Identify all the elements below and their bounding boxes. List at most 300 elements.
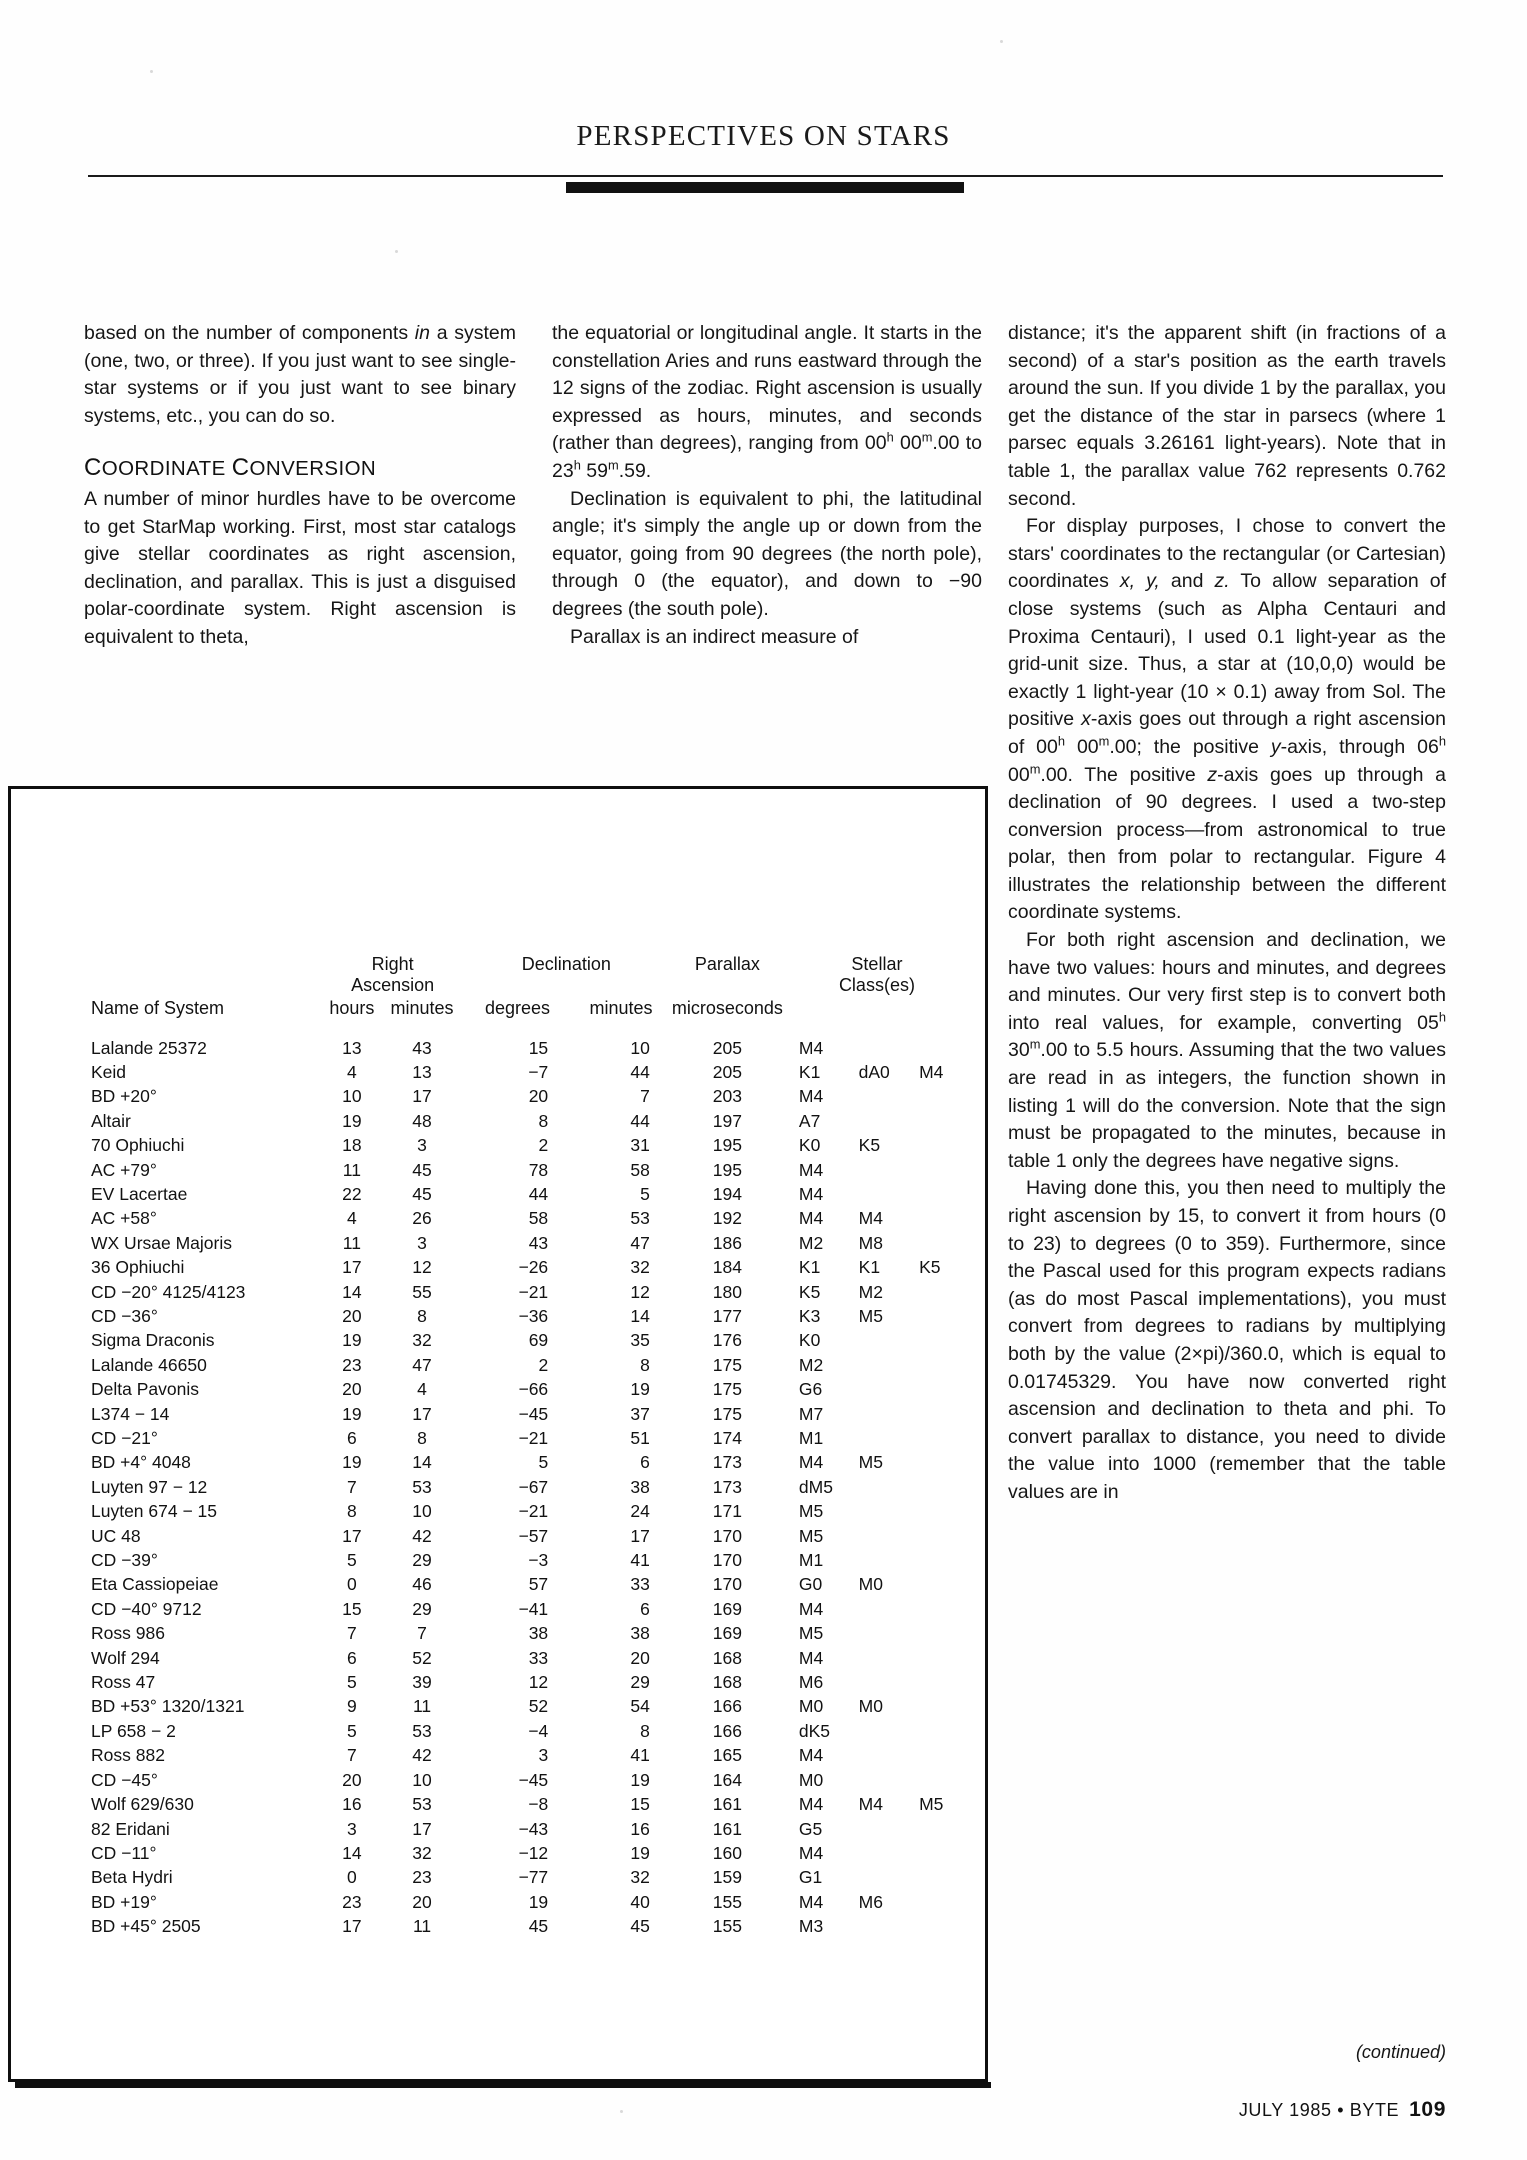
- table-row: [89, 1134, 969, 1158]
- cell-class-3: [913, 1207, 969, 1231]
- cell-class-2: [851, 1182, 913, 1206]
- cell-class-3: [913, 1695, 969, 1719]
- cell-ra-hours: 10: [342, 1086, 362, 1107]
- cell-dec-degrees: 78: [528, 1159, 549, 1180]
- table-row: [89, 1353, 969, 1377]
- cell-class-1: dK5: [798, 1720, 831, 1741]
- paragraph: Declination is equivalent to phi, the latitudinal angle; it's simply the angle up or down from the equator, going from 90 degrees (the north pole), through 0 (the equator), and down to −90 degrees (the south pole).: [552, 487, 982, 620]
- table-spacer: [89, 1021, 969, 1036]
- star-table-box: [8, 786, 988, 2082]
- cell-class-3: [913, 1915, 969, 1939]
- cell-ra-minutes: 29: [412, 1550, 432, 1571]
- cell-class-3: [913, 1182, 969, 1206]
- cell-class-1: M5: [798, 1501, 824, 1522]
- table-row: [89, 1597, 969, 1621]
- cell-ra-hours: 19: [342, 1330, 362, 1351]
- cell-ra-hours: 0: [347, 1867, 357, 1888]
- cell-dec-degrees: 69: [528, 1330, 549, 1351]
- cell-parallax: 166: [712, 1696, 742, 1717]
- cell-parallax: 170: [712, 1525, 742, 1546]
- cell-ra-minutes: 47: [412, 1354, 432, 1375]
- cell-parallax: 159: [712, 1867, 742, 1888]
- cell-class-1: G6: [798, 1379, 823, 1400]
- cell-ra-minutes: 46: [412, 1574, 432, 1595]
- cell-class-2: [851, 1744, 913, 1768]
- cell-ra-minutes: 32: [412, 1330, 432, 1351]
- header-rule: [88, 175, 1443, 177]
- cell-parallax: 171: [712, 1501, 742, 1522]
- cell-class-3: [913, 1549, 969, 1573]
- cell-class-1: G5: [798, 1818, 823, 1839]
- col-subheader-hours: hours: [329, 998, 375, 1018]
- cell-name: EV Lacertae: [91, 1183, 188, 1204]
- cell-dec-minutes: 24: [630, 1501, 650, 1522]
- cell-parallax: 197: [712, 1110, 742, 1131]
- cell-parallax: 170: [712, 1574, 742, 1595]
- cell-parallax: 195: [712, 1135, 742, 1156]
- ra-line-1: Right: [371, 954, 414, 974]
- table-body: [89, 1021, 969, 1939]
- cell-class-3: [913, 1841, 969, 1865]
- table-row: [89, 1695, 969, 1719]
- col-subheader-degrees: degrees: [484, 998, 551, 1018]
- cell-dec-degrees: −43: [518, 1818, 549, 1839]
- cell-dec-degrees: 19: [528, 1891, 549, 1912]
- cell-class-2: M4: [858, 1794, 883, 1815]
- cell-name: Luyten 97 − 12: [91, 1476, 208, 1497]
- cell-dec-degrees: −7: [528, 1061, 549, 1082]
- cell-class-2: M5: [858, 1305, 883, 1326]
- issue-label: JULY 1985 • BYTE: [1238, 2100, 1400, 2120]
- cell-class-3: [913, 1744, 969, 1768]
- cell-class-2: [851, 1671, 913, 1695]
- cell-dec-degrees: −8: [528, 1794, 549, 1815]
- cell-class-2: [851, 1524, 913, 1548]
- cell-ra-minutes: 7: [417, 1623, 427, 1644]
- cell-class-1: M0: [798, 1769, 824, 1790]
- cell-class-3: [913, 1134, 969, 1158]
- cell-name: UC 48: [91, 1525, 141, 1546]
- cell-class-2: M5: [858, 1452, 883, 1473]
- cell-class-1: M4: [798, 1794, 824, 1815]
- cell-dec-degrees: −45: [518, 1403, 549, 1424]
- speck: [395, 250, 398, 253]
- cell-dec-degrees: 2: [538, 1135, 549, 1156]
- cell-ra-minutes: 32: [412, 1842, 432, 1863]
- cell-class-3: [913, 1890, 969, 1914]
- cell-name: WX Ursae Majoris: [91, 1232, 232, 1253]
- cell-dec-minutes: 15: [630, 1794, 650, 1815]
- cell-dec-minutes: 58: [630, 1159, 650, 1180]
- cell-class-1: M2: [798, 1354, 824, 1375]
- cell-class-1: M4: [798, 1842, 824, 1863]
- cell-dec-minutes: 17: [630, 1525, 650, 1546]
- cell-dec-degrees: 52: [528, 1696, 549, 1717]
- cell-name: Altair: [91, 1110, 131, 1131]
- cell-dec-minutes: 44: [630, 1061, 650, 1082]
- cell-parallax: 166: [712, 1720, 742, 1741]
- cell-dec-minutes: 6: [640, 1452, 650, 1473]
- cell-class-2: [851, 1622, 913, 1646]
- page-footer: [1008, 2098, 1446, 2122]
- cell-class-1: M1: [798, 1428, 824, 1448]
- table-row: [89, 1329, 969, 1353]
- table-row: [89, 1427, 969, 1451]
- table-row: [89, 1549, 969, 1573]
- cell-dec-degrees: 58: [528, 1208, 549, 1229]
- cell-class-2: K1: [858, 1257, 881, 1278]
- cell-dec-degrees: 12: [528, 1672, 549, 1693]
- cell-parallax: 169: [712, 1623, 742, 1644]
- cell-name: Delta Pavonis: [91, 1379, 199, 1400]
- cell-parallax: 169: [712, 1598, 742, 1619]
- cell-ra-hours: 0: [347, 1574, 357, 1595]
- cell-class-1: K1: [798, 1257, 821, 1278]
- cell-parallax: 170: [712, 1550, 742, 1571]
- cell-dec-minutes: 5: [640, 1183, 650, 1204]
- cell-class-2: [851, 1085, 913, 1109]
- cell-dec-minutes: 19: [630, 1769, 650, 1790]
- cell-class-1: G1: [798, 1867, 823, 1888]
- cell-parallax: 168: [712, 1672, 742, 1693]
- cell-ra-hours: 23: [342, 1354, 362, 1375]
- cell-ra-hours: 18: [342, 1135, 362, 1156]
- cell-dec-minutes: 31: [630, 1135, 650, 1156]
- cell-class-2: [851, 1866, 913, 1890]
- cell-ra-hours: 20: [342, 1379, 362, 1400]
- table-row: [89, 1231, 969, 1255]
- cell-ra-hours: 17: [342, 1916, 362, 1937]
- cell-parallax: 195: [712, 1159, 742, 1180]
- cell-class-3: [913, 1085, 969, 1109]
- cell-class-2: M0: [858, 1574, 883, 1595]
- col-subheader-ra-minutes: minutes: [390, 998, 454, 1018]
- cell-parallax: 175: [712, 1403, 742, 1424]
- cell-name: Ross 882: [91, 1745, 165, 1766]
- cell-class-2: M6: [858, 1891, 883, 1912]
- cell-name: CD −21°: [91, 1428, 158, 1448]
- cell-dec-minutes: 14: [630, 1305, 650, 1326]
- cell-ra-hours: 11: [342, 1232, 361, 1253]
- cell-name: CD −36°: [91, 1305, 158, 1326]
- cell-dec-minutes: 41: [630, 1550, 650, 1571]
- cell-class-3: [913, 1866, 969, 1890]
- cell-ra-hours: 19: [342, 1452, 362, 1473]
- cell-dec-degrees: −45: [518, 1769, 549, 1790]
- table-row: [89, 1402, 969, 1426]
- cell-class-1: dM5: [798, 1476, 833, 1497]
- cell-ra-minutes: 8: [417, 1428, 427, 1448]
- cell-dec-degrees: 38: [528, 1623, 549, 1644]
- paragraph: the equatorial or longitudinal angle. It starts in the constellation Aries and runs eastward through the 12 signs of the zodiac. Right ascension is usually expressed as hours, minutes, and seconds (rather than degrees), ranging from 00$^h$ 00$^m$.00 to 23$^h$ 59$^m$.59.: [552, 322, 982, 482]
- cell-class-3: [913, 1280, 969, 1304]
- table-row: [89, 1524, 969, 1548]
- cell-dec-minutes: 16: [630, 1818, 650, 1839]
- cell-ra-hours: 7: [347, 1745, 357, 1766]
- cell-ra-hours: 11: [342, 1159, 361, 1180]
- speck: [1000, 40, 1003, 43]
- cell-class-3: [913, 1622, 969, 1646]
- cell-class-2: M2: [858, 1281, 883, 1302]
- cell-class-3: [913, 1597, 969, 1621]
- cell-parallax: 177: [712, 1305, 742, 1326]
- cell-parallax: 161: [712, 1818, 742, 1839]
- cell-class-2: K5: [858, 1135, 881, 1156]
- cell-ra-hours: 17: [342, 1525, 362, 1546]
- table-row: [89, 1622, 969, 1646]
- cell-name: 36 Ophiuchi: [91, 1257, 185, 1278]
- cell-class-1: M4: [798, 1159, 824, 1180]
- table-row: [89, 1182, 969, 1206]
- col-header-right-ascension: [323, 954, 463, 998]
- cell-name: Keid: [91, 1061, 127, 1082]
- cell-ra-hours: 5: [347, 1720, 357, 1741]
- cell-parallax: 186: [712, 1232, 742, 1253]
- cell-parallax: 173: [712, 1452, 742, 1473]
- cell-dec-degrees: −21: [518, 1281, 549, 1302]
- cell-dec-minutes: 19: [630, 1842, 650, 1863]
- paragraph: For display purposes, I chose to convert the stars' coordinates to the rectangular (or Cartesian) coordinates x, y, and z. To allow separation of close systems (such as Alpha Centauri and Proxima Centauri), I used 0.1 light-year as the grid-unit size. Thus, a star at (10,0,0) would be exactly 1 light-year (10 × 0.1) away from Sol. The positive x-axis goes out through a right ascension of 00$^h$ 00$^m$.00; the positive y-axis, through 06$^h$ 00$^m$.00. The positive z-axis goes up through a declination of 90 degrees. I used a two-step conversion process—from astronomical to true polar, then from polar to rectangular. Figure 4 illustrates the relationship between the different coordinate systems.: [1008, 515, 1447, 924]
- cell-ra-minutes: 11: [412, 1696, 432, 1717]
- column-3: [1008, 320, 1446, 1507]
- cell-parallax: 184: [712, 1257, 742, 1278]
- cell-dec-minutes: 10: [630, 1037, 650, 1058]
- running-head: PERSPECTIVES ON STARS: [576, 120, 951, 152]
- stellar-class-line-1: Stellar: [851, 954, 903, 974]
- table-row: [89, 1475, 969, 1499]
- cell-ra-minutes: 29: [412, 1598, 432, 1619]
- cell-name: BD +20°: [91, 1086, 157, 1107]
- table-header-row-group: [89, 954, 969, 998]
- cell-ra-hours: 5: [347, 1550, 357, 1571]
- cell-parallax: 160: [712, 1842, 742, 1863]
- cell-ra-minutes: 48: [412, 1110, 432, 1131]
- table-row: [89, 1207, 969, 1231]
- cell-dec-degrees: −21: [518, 1428, 549, 1448]
- cell-dec-degrees: 3: [538, 1745, 549, 1766]
- cell-dec-degrees: 33: [528, 1647, 549, 1668]
- cell-ra-hours: 19: [342, 1110, 362, 1131]
- cell-dec-minutes: 8: [640, 1720, 650, 1741]
- cell-parallax: 174: [712, 1428, 742, 1448]
- cell-ra-minutes: 13: [412, 1061, 432, 1082]
- cell-class-3: [913, 1817, 969, 1841]
- cell-class-1: K1: [798, 1061, 821, 1082]
- cell-class-2: [851, 1915, 913, 1939]
- cell-ra-minutes: 53: [412, 1794, 432, 1815]
- cell-class-3: [913, 1158, 969, 1182]
- ra-line-2: Ascension: [351, 975, 435, 995]
- table-row: [89, 1036, 969, 1060]
- cell-name: Wolf 629/630: [91, 1794, 194, 1815]
- table-row: [89, 1646, 969, 1670]
- cell-class-2: [851, 1719, 913, 1743]
- cell-class-3: [913, 1427, 969, 1451]
- cell-dec-degrees: −67: [518, 1476, 549, 1497]
- cell-class-3: [913, 1719, 969, 1743]
- cell-dec-minutes: 51: [630, 1428, 650, 1448]
- cell-ra-minutes: 4: [417, 1379, 427, 1400]
- table-row: [89, 1378, 969, 1402]
- cell-dec-minutes: 44: [630, 1110, 650, 1131]
- paragraph: Having done this, you then need to multiply the right ascension by 15, to convert it from hours (0 to 23) to degrees (0 to 359). Furthermore, since the Pascal used for this program expects radians (as do most Pascal implementations), you must convert from degrees to radians by multiplying both by the value (2×pi)/360.0, which is equal to 0.01745329. You have now converted right ascension and declination to theta and phi. To convert parallax to distance, you need to divide the value into 1000 (remember that the table values are in: [1008, 1177, 1446, 1503]
- table-row: [89, 1890, 969, 1914]
- cell-class-2: [851, 1329, 913, 1353]
- table-spacer-row: [89, 1021, 969, 1036]
- cell-ra-hours: 9: [347, 1696, 357, 1717]
- cell-class-3: [913, 1524, 969, 1548]
- cell-class-2: dA0: [858, 1061, 890, 1082]
- cell-parallax: 161: [712, 1794, 742, 1815]
- cell-dec-minutes: 54: [630, 1696, 650, 1717]
- col-header-declination: Declination: [521, 954, 611, 974]
- cell-dec-minutes: 20: [630, 1647, 650, 1668]
- speck: [150, 70, 153, 73]
- cell-ra-minutes: 43: [412, 1037, 432, 1058]
- cell-dec-degrees: 44: [528, 1183, 549, 1204]
- cell-class-2: [851, 1817, 913, 1841]
- cell-name: 82 Eridani: [91, 1818, 170, 1839]
- cell-class-3: [913, 1402, 969, 1426]
- cell-dec-minutes: 33: [630, 1574, 650, 1595]
- continued-note: (continued): [1355, 2042, 1446, 2062]
- cell-class-3: [913, 1573, 969, 1597]
- cell-ra-minutes: 42: [412, 1745, 432, 1766]
- cell-ra-hours: 20: [342, 1769, 362, 1790]
- cell-dec-degrees: 43: [528, 1232, 549, 1253]
- speck: [620, 2110, 623, 2113]
- cell-dec-minutes: 19: [630, 1379, 650, 1400]
- cell-class-3: [913, 1231, 969, 1255]
- table-row: [89, 1841, 969, 1865]
- cell-name: CD −20° 4125/4123: [91, 1281, 246, 1302]
- cell-parallax: 180: [712, 1281, 742, 1302]
- cell-ra-hours: 8: [347, 1501, 357, 1522]
- cell-class-3: [913, 1451, 969, 1475]
- cell-class-1: M4: [798, 1208, 824, 1229]
- cell-class-1: M4: [798, 1037, 824, 1058]
- paragraph: For both right ascension and declination, we have two values: hours and minutes, and degrees and minutes. Our very first step is to convert both into real values, for example, converting 05$^h$ 30$^m$.00 to 5.5 hours. Assuming that the two values are read in as integers, the function shown in listing 1 will do the conversion. Note that the sign must be propagated to the minutes, because in table 1 only the degrees have negative signs.: [1008, 929, 1446, 1172]
- table-row: [89, 1573, 969, 1597]
- paragraph: based on the number of components in a system (one, two, or three). If you just want to see single-star systems or if you just want to see binary systems, etc., you can do so.: [84, 322, 517, 427]
- cell-name: LP 658 − 2: [91, 1720, 176, 1741]
- col-subheader-dec-minutes: minutes: [589, 998, 653, 1018]
- cell-ra-minutes: 42: [412, 1525, 432, 1546]
- cell-parallax: 175: [712, 1379, 742, 1400]
- cell-ra-hours: 5: [347, 1672, 357, 1693]
- col-header-parallax: Parallax: [694, 954, 760, 974]
- cell-parallax: 173: [712, 1476, 742, 1497]
- table-row: [89, 1719, 969, 1743]
- table-row: [89, 1256, 969, 1280]
- cell-class-1: M5: [798, 1623, 824, 1644]
- cell-class-1: K5: [798, 1281, 821, 1302]
- cell-parallax: 175: [712, 1354, 742, 1375]
- cell-dec-degrees: −57: [518, 1525, 549, 1546]
- table-row: [89, 1817, 969, 1841]
- cell-class-3: [913, 1036, 969, 1060]
- cell-ra-hours: 7: [347, 1623, 357, 1644]
- cell-ra-hours: 23: [342, 1891, 362, 1912]
- table-row: [89, 1866, 969, 1890]
- cell-dec-degrees: −26: [518, 1257, 549, 1278]
- cell-class-1: M4: [798, 1745, 824, 1766]
- cell-ra-hours: 17: [342, 1257, 362, 1278]
- cell-class-3: [913, 1329, 969, 1353]
- cell-dec-degrees: 8: [538, 1110, 549, 1131]
- cell-class-2: [851, 1768, 913, 1792]
- cell-ra-minutes: 3: [417, 1232, 427, 1253]
- cell-ra-hours: 6: [347, 1428, 357, 1448]
- cell-dec-minutes: 35: [630, 1330, 650, 1351]
- cell-dec-minutes: 32: [630, 1867, 650, 1888]
- cell-ra-minutes: 20: [412, 1891, 432, 1912]
- cell-class-2: [851, 1597, 913, 1621]
- cell-dec-minutes: 7: [640, 1086, 650, 1107]
- cell-dec-minutes: 32: [630, 1257, 650, 1278]
- cell-class-1: M4: [798, 1086, 824, 1107]
- cell-ra-minutes: 53: [412, 1720, 432, 1741]
- star-table: [89, 954, 969, 1939]
- cell-name: Sigma Draconis: [91, 1330, 215, 1351]
- cell-name: Ross 47: [91, 1672, 156, 1693]
- cell-parallax: 155: [712, 1916, 742, 1937]
- cell-dec-minutes: 12: [630, 1281, 650, 1302]
- col-header-name: Name of System: [91, 998, 225, 1018]
- cell-class-2: M8: [858, 1232, 883, 1253]
- cell-ra-hours: 3: [347, 1818, 357, 1839]
- cell-ra-minutes: 14: [412, 1452, 432, 1473]
- table-row: [89, 1793, 969, 1817]
- cell-dec-degrees: −36: [518, 1305, 549, 1326]
- cell-class-1: M4: [798, 1647, 824, 1668]
- cell-class-1: M2: [798, 1232, 824, 1253]
- cell-class-1: M5: [798, 1525, 824, 1546]
- cell-ra-hours: 14: [342, 1281, 362, 1302]
- cell-name: CD −39°: [91, 1550, 158, 1571]
- cell-dec-degrees: 20: [528, 1086, 549, 1107]
- table-row: [89, 1451, 969, 1475]
- cell-parallax: 165: [712, 1745, 742, 1766]
- cell-dec-minutes: 38: [630, 1623, 650, 1644]
- cell-ra-minutes: 45: [412, 1159, 432, 1180]
- cell-name: CD −45°: [91, 1769, 158, 1790]
- cell-dec-minutes: 6: [640, 1598, 650, 1619]
- col-subheader-class-1: [785, 998, 851, 1021]
- cell-name: L374 − 14: [91, 1403, 170, 1424]
- cell-dec-degrees: −77: [518, 1867, 549, 1888]
- cell-dec-degrees: 45: [528, 1916, 549, 1937]
- cell-ra-hours: 19: [342, 1403, 362, 1424]
- cell-name: BD +19°: [91, 1891, 157, 1912]
- cell-class-2: M0: [858, 1696, 883, 1717]
- cell-name: AC +58°: [91, 1208, 157, 1229]
- cell-class-1: G0: [798, 1574, 823, 1595]
- cell-class-3: K5: [919, 1257, 941, 1278]
- cell-class-1: M7: [798, 1403, 824, 1424]
- table-row: [89, 1500, 969, 1524]
- cell-name: Wolf 294: [91, 1647, 160, 1668]
- cell-name: Beta Hydri: [91, 1867, 173, 1888]
- table-row: [89, 1768, 969, 1792]
- cell-class-2: [851, 1475, 913, 1499]
- cell-dec-degrees: 15: [528, 1037, 549, 1058]
- cell-dec-degrees: −66: [518, 1379, 549, 1400]
- cell-class-3: [913, 1671, 969, 1695]
- cell-ra-hours: 22: [342, 1183, 362, 1204]
- cell-class-1: A7: [798, 1110, 821, 1131]
- cell-ra-minutes: 3: [417, 1135, 427, 1156]
